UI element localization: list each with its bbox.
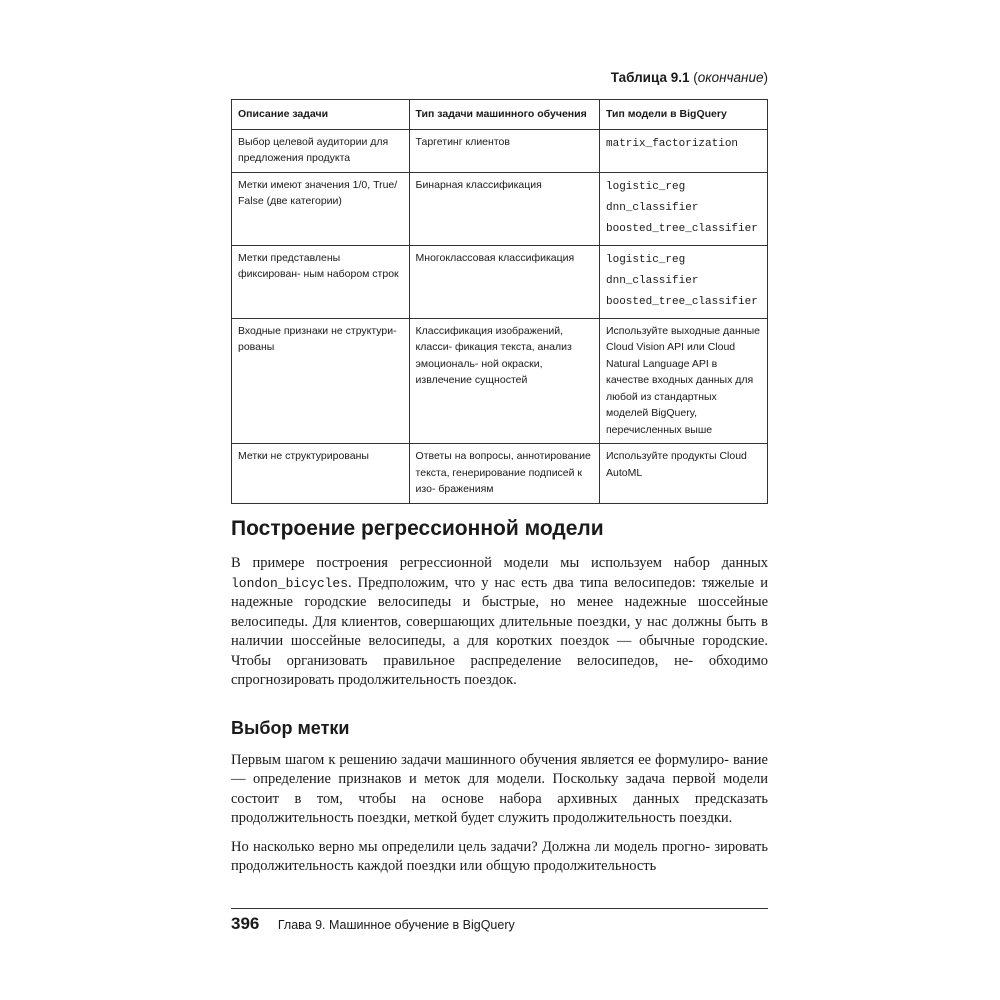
paragraph-text-start: В примере построения регрессионной модели мы используем набор данных: [231, 555, 768, 571]
subsection-paragraph: Но насколько верно мы определили цель задачи? Должна ли модель прогно- зировать продолжительность каждой поездки или общую продолжительность: [231, 838, 768, 874]
section-heading: Построение регрессионной модели: [231, 517, 604, 540]
page-footer: [231, 914, 515, 934]
table-row: [232, 129, 768, 172]
cell-task: Входные признаки не структури- рованы: [232, 318, 410, 444]
subsection-paragraph: Первым шагом к решению задачи машинного обучения является ее формулиро- вание — определение признаков и меток для модели. Поскольку задача первой модели состоит в том, чтобы на основе набора архивных данных предсказать продолжительность поездки, меткой будет служить продолжительность поездки.: [231, 751, 768, 826]
cell-ml-type: Многоклассовая классификация: [409, 245, 599, 318]
header-bigquery-model-type: Тип модели в BigQuery: [600, 100, 768, 130]
page-body: [231, 515, 768, 886]
table-caption-suffix: окончание: [697, 70, 764, 85]
table-caption-title: Таблица 9.1: [610, 70, 690, 85]
cell-ml-type: Ответы на вопросы, аннотирование текста, генерирование подписей к изо- бражениям: [409, 444, 599, 504]
cell-ml-type: Классификация изображений, класси- фикация текста, анализ эмоциональ- ной окраски, извлечение сущностей: [409, 318, 599, 444]
header-ml-task-type: Тип задачи машинного обучения: [409, 100, 599, 130]
header-task-description: Описание задачи: [232, 100, 410, 130]
model-name: matrix_factorization: [606, 137, 739, 150]
model-name: logistic_reg: [606, 180, 686, 193]
paragraph-text-end: . Предположим, что у нас есть два типа велосипедов: тяжелые и надежные городские велосипеды и быстрые, но менее надежные шоссейные велосипеды. Для клиентов, совершающих длительные поездки, у нас должны быть в наличии шоссейные велосипеды, а для коротких поездок — обычные городские. Чтобы организовать правильное распределение велосипедов, не- обходимо спрогнозировать продолжительность поездок.: [231, 574, 768, 688]
table-row: [232, 172, 768, 245]
section-paragraph: [231, 554, 768, 691]
chapter-title: Глава 9. Машинное обучение в BigQuery: [277, 918, 515, 932]
cell-ml-type: Бинарная классификация: [409, 172, 599, 245]
cell-task: Метки имеют значения 1/0, True/ False (две категории): [232, 172, 410, 245]
table-row: [232, 444, 768, 504]
cell-ml-type: Таргетинг клиентов: [409, 129, 599, 172]
table-row: [232, 245, 768, 318]
cell-models: [600, 129, 768, 172]
cell-models: Используйте выходные данные Cloud Vision API или Cloud Natural Language API в качестве входных данных для любой из стандартных моделей BigQuery, перечисленных выше: [600, 318, 768, 444]
cell-models: [600, 172, 768, 245]
model-name: boosted_tree_classifier: [606, 295, 758, 308]
cell-models: [600, 245, 768, 318]
page-number: 396: [231, 914, 260, 933]
model-types-table: [231, 99, 768, 504]
table-caption: Таблица 9.1 (окончание): [610, 70, 768, 85]
cell-task: Выбор целевой аудитории для предложения продукта: [232, 129, 410, 172]
table-row: [232, 318, 768, 444]
dataset-name-code: london_bicycles: [231, 575, 349, 591]
cell-task: Метки представлены фиксирован- ным набором строк: [232, 245, 410, 318]
cell-models: Используйте продукты Cloud AutoML: [600, 444, 768, 504]
footer-divider: [231, 908, 768, 909]
model-name: logistic_reg: [606, 253, 686, 266]
model-name: dnn_classifier: [606, 201, 699, 214]
cell-task: Метки не структурированы: [232, 444, 410, 504]
model-name: dnn_classifier: [606, 274, 699, 287]
model-name: boosted_tree_classifier: [606, 222, 758, 235]
table-header-row: [232, 100, 768, 130]
subsection-heading: Выбор метки: [231, 717, 350, 738]
